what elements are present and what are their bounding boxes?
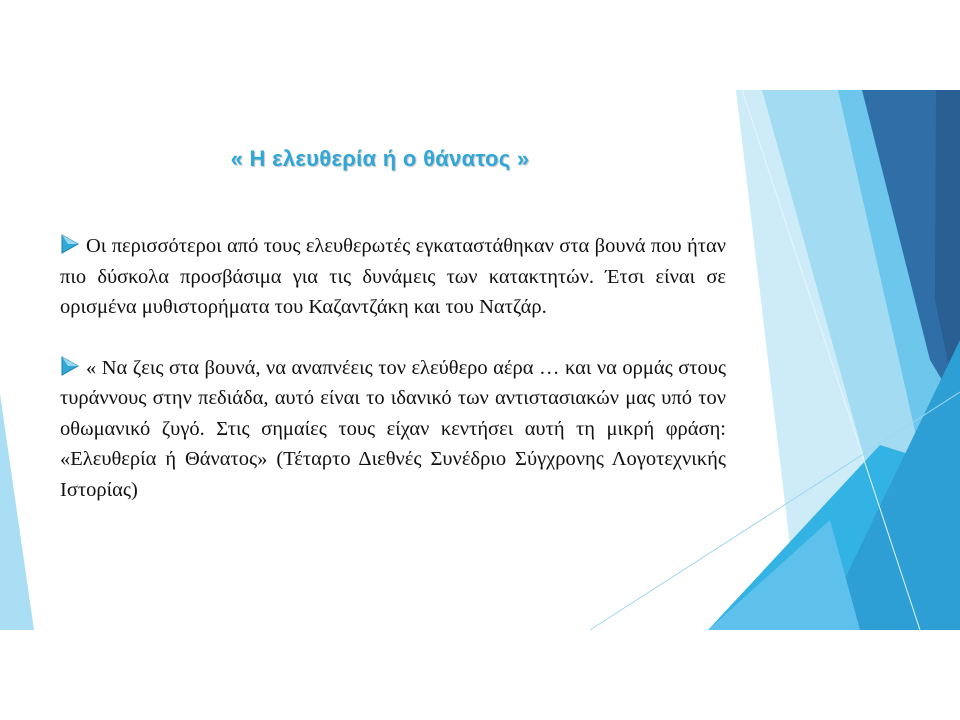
triangle-bullet-icon — [60, 356, 79, 376]
left-accent-shape — [0, 394, 34, 630]
bullet-paragraph — [60, 353, 726, 506]
slide-content — [60, 231, 726, 535]
triangle-bullet-icon — [60, 234, 79, 254]
bullet-paragraph — [60, 231, 726, 323]
bullet-text: « Να ζεις στα βουνά, να αναπνέεις τον ελεύθερο αέρα … και να ορμάς στους τυράννους στην πεδιάδα, αυτό είναι το ιδανικό των αντιστασιακών μας υπό τον οθωμανικό ζυγό. Στις σημαίες τους είχαν κεντήσει αυτή τη μικρή φράση: «Ελευθερία ή Θάνατος» (Τέταρτο Διεθνές Συνέδριο Σύγχρονης Λογοτεχνικής Ιστορίας) — [60, 356, 726, 501]
bullet-text: Οι περισσότεροι από τους ελευθερωτές εγκαταστάθηκαν στα βουνά που ήταν πιο δύσκολα προσβάσιμα για τις δυνάμεις των κατακτητών. Έτσι είναι σε ορισμένα μυθιστορήματα του Καζαντζάκη και του Νατζάρ. — [60, 235, 726, 318]
slide-title: « Η ελευθερία ή ο θάνατος » — [230, 146, 530, 171]
